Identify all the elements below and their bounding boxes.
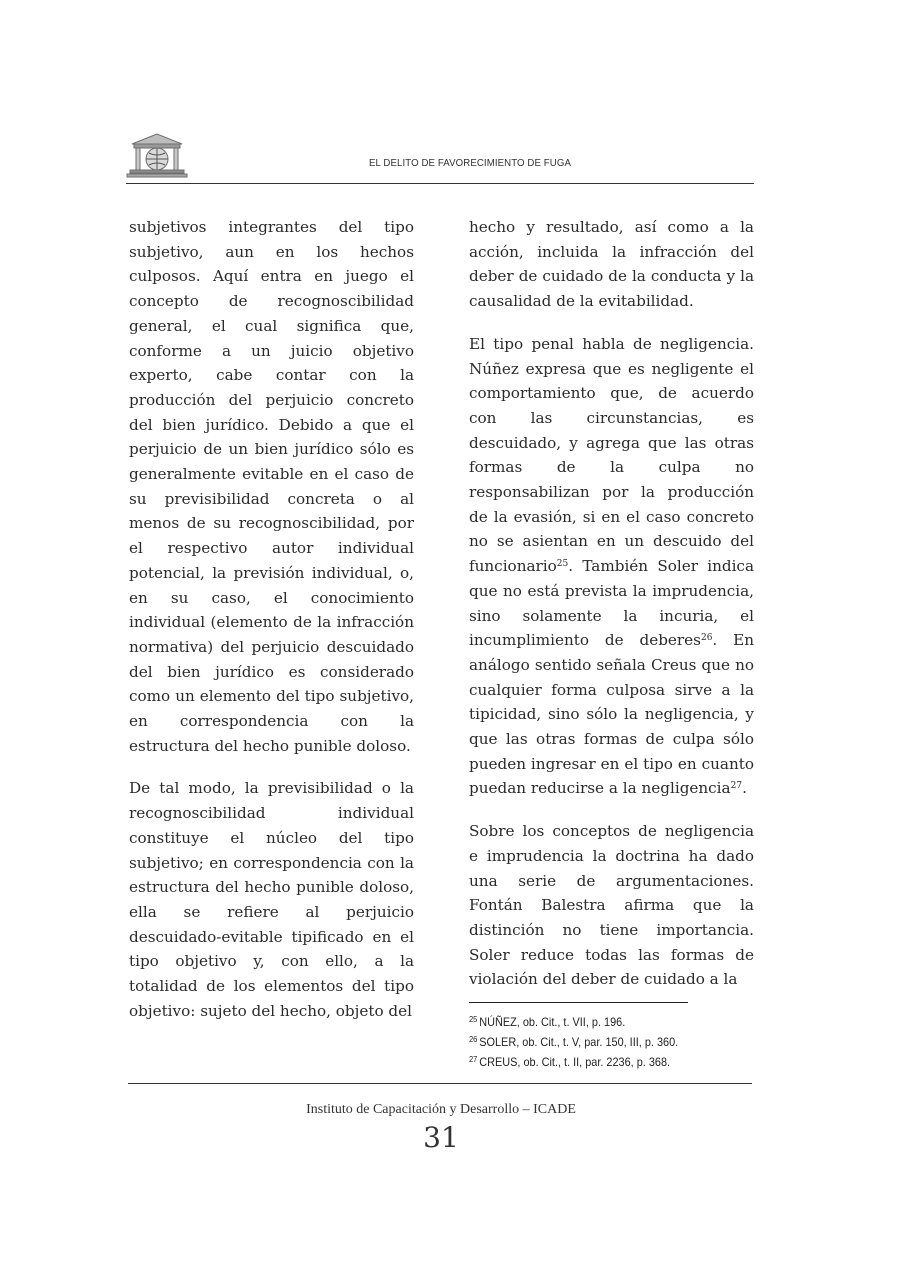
right-column bbox=[469, 215, 754, 992]
paragraph-with-footnote-refs: El tipo penal habla de negligencia. Núñez expresa que es negligente el comportamiento que, de acuerdo con las circunstancias, es descuidado, y agrega que las otras formas de la culpa no responsabilizan por la producción de la evasión, si en el caso concreto no se asientan en un descuido del funcionario$^{25}$. También Soler indica que no está prevista la imprudencia, sino solamente la incuria, el incumplimiento de deberes$^{26}$. En análogo sentido señala Creus que no cualquier forma culposa sirve a la tipicidad, sino sólo la negligencia, y que las otras formas de culpa sólo pueden ingresar en el tipo en cuanto puedan reducirse a la negligencia$^{27}$. bbox=[469, 334, 754, 798]
institution-building-globe-icon bbox=[126, 132, 188, 180]
paragraph: Sobre los conceptos de negligencia e imprudencia la doctrina ha dado una serie de argumentaciones. Fontán Balestra afirma que la distinción no tiene importancia. Soler reduce todas las formas de violación del deber de cuidado a la bbox=[469, 822, 754, 989]
paragraph: hecho y resultado, así como a la acción, incluida la infracción del deber de cuidado de la conducta y la causalidad de la evitabilidad. bbox=[469, 218, 754, 311]
footnote: $^{26}$ SOLER, ob. Cit., t. V, par. 150, III, p. 360. bbox=[469, 1035, 679, 1049]
paragraph: De tal modo, la previsibilidad o la recognoscibilidad individual constituye el núcleo del tipo subjetivo; en correspondencia con la estructura del hecho punible doloso, ella se refiere al perjuicio descuidado-evitable tipificado en el tipo objetivo y, con ello, a la totalidad de los elementos del tipo objetivo: sujeto del hecho, objeto del bbox=[129, 779, 414, 1020]
footnote-ref[interactable]: 26 bbox=[700, 633, 713, 644]
footnote: $^{27}$ CREUS, ob. Cit., t. II, par. 2236, p. 368. bbox=[469, 1055, 671, 1069]
footer-institute: Instituto de Capacitación y Desarrollo – ICADE bbox=[306, 1102, 576, 1117]
running-title: EL DELITO DE FAVORECIMIENTO DE FUGA bbox=[369, 157, 572, 169]
footnotes bbox=[469, 1013, 759, 1073]
left-column bbox=[129, 215, 414, 1024]
page-number: 31 bbox=[423, 1121, 459, 1154]
footnote-ref[interactable]: 25 bbox=[556, 559, 569, 570]
footnote-ref[interactable]: 27 bbox=[730, 781, 743, 792]
page-header bbox=[126, 130, 754, 186]
footnote-divider bbox=[469, 1002, 688, 1003]
footer-divider bbox=[128, 1083, 752, 1084]
header-divider bbox=[126, 183, 754, 184]
footnote: $^{25}$ NÚÑEZ, ob. Cit., t. VII, p. 196. bbox=[469, 1015, 626, 1029]
paragraph: subjetivos integrantes del tipo subjetivo, aun en los hechos culposos. Aquí entra en juego el concepto de recognoscibilidad general, el cual significa que, conforme a un juicio objetivo experto, cabe contar con la producción del perjuicio concreto del bien jurídico. Debido a que el perjuicio de un bien jurídico sólo es generalmente evitable en el caso de su previsibilidad concreta o al menos de su recognoscibilidad, por el respectivo autor individual potencial, la previsión individual, o, en su caso, el conocimiento individual (elemento de la infracción normativa) del perjuicio descuidado del bien jurídico es considerado como un elemento del tipo subjetivo, en correspondencia con la estructura del hecho punible doloso. bbox=[129, 218, 414, 755]
